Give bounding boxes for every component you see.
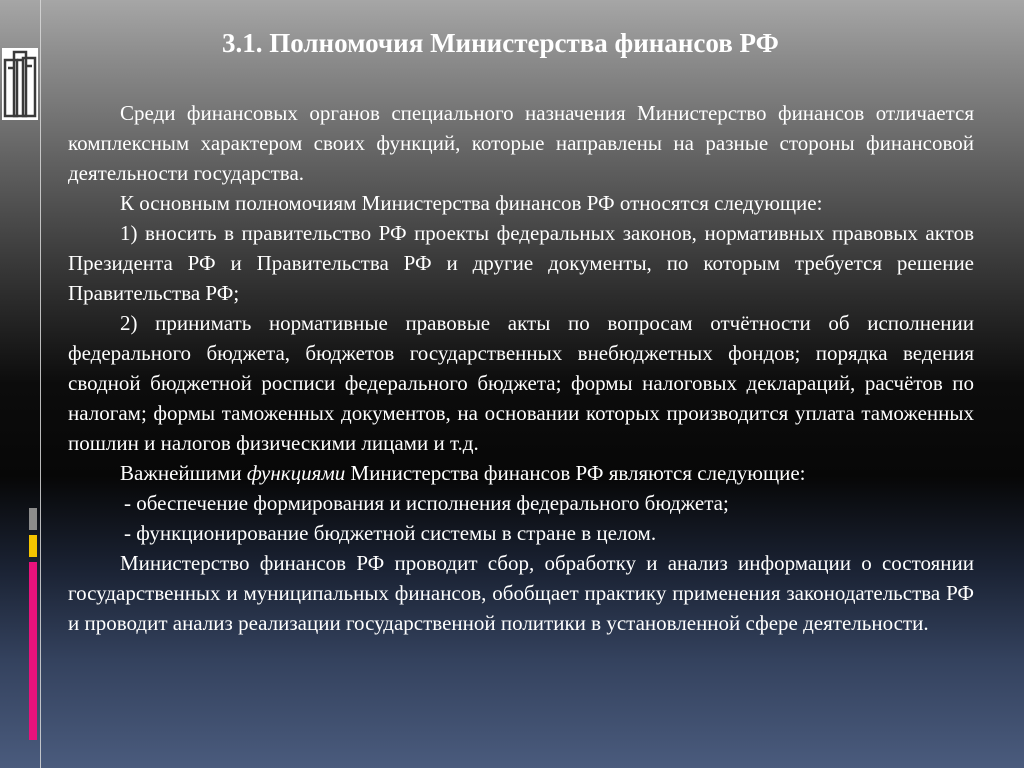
functions-intro-after: Министерства финансов РФ являются следующие: [345, 461, 806, 485]
function-item-1: - обеспечение формирования и исполнения федерального бюджета; [124, 491, 729, 515]
paragraph-functions-intro [68, 458, 974, 488]
paragraph-power-2: 2) принимать нормативные правовые акты по вопросам отчётности об исполнении федерального бюджета, бюджетов государственных внебюджетных фондов; порядка ведения сводной бюджетной росписи федерального бюджета; формы налоговых деклараций, расчётов по налогам; формы таможенных документов, на основании которых производится уплата таможенных пошлин и налогов физическими лицами и т.д. [68, 311, 974, 455]
accent-bar-yellow [29, 535, 37, 557]
paragraph-closing: Министерство финансов РФ проводит сбор, обработку и анализ информации о состоянии государственных и муниципальных финансов, обобщает практику применения законодательства РФ и проводит анализ реализации государственной политики в установленной сфере деятельности. [68, 551, 974, 635]
function-item-2: - функционирование бюджетной системы в стране в целом. [124, 521, 657, 545]
functions-emphasis: функциями [246, 461, 346, 485]
paragraph-powers-intro: К основным полномочиям Министерства финансов РФ относятся следующие: [120, 191, 823, 215]
accent-bars [29, 508, 37, 745]
functions-intro-before: Важнейшими [120, 461, 247, 485]
book-stack-icon [0, 48, 40, 120]
slide-body [68, 98, 974, 638]
paragraph-power-1: 1) вносить в правительство РФ проекты федеральных законов, нормативных правовых актов Президента РФ и Правительства РФ и другие документы, по которым требуется решение Правительства РФ; [68, 221, 974, 305]
accent-bar-gray [29, 508, 37, 530]
slide-left-rule [40, 0, 41, 768]
slide-title: 3.1. Полномочия Министерства финансов РФ [222, 28, 779, 58]
paragraph-intro: Среди финансовых органов специального назначения Министерство финансов отличается комплексным характером своих функций, которые направлены на разные стороны финансовой деятельности государства. [68, 101, 974, 185]
accent-bar-pink [29, 562, 37, 740]
